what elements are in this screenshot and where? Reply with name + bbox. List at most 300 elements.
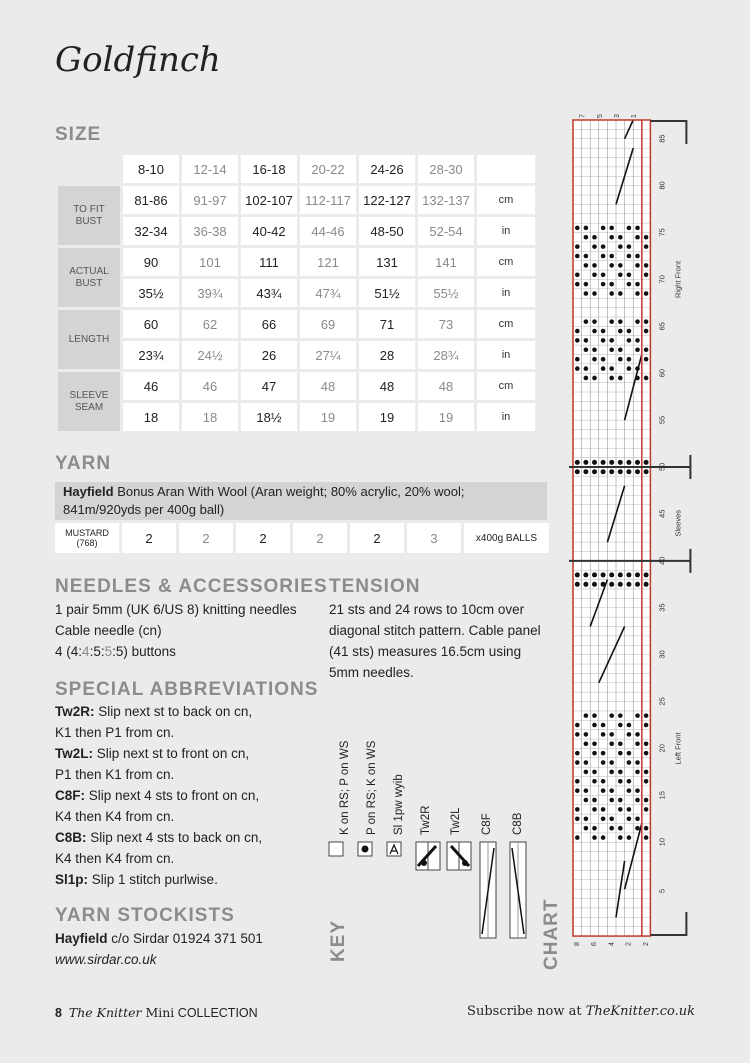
chart-row-number: 5 <box>657 888 667 894</box>
key-label: P on RS; K on WS <box>366 740 378 835</box>
chart-purl-mark <box>618 826 623 831</box>
yarn-colour <box>55 523 119 553</box>
size-cell: 73 <box>418 310 474 338</box>
chart-purl-mark <box>575 329 580 334</box>
abbr-term: Sl1p: <box>55 872 89 887</box>
abbr-def: Slip next 4 sts to front on cn, <box>85 788 260 803</box>
chart-purl-mark <box>609 713 614 718</box>
chart-purl-mark <box>592 572 597 577</box>
chart-purl-mark <box>609 235 614 240</box>
key-symbols <box>325 838 535 978</box>
chart-purl-mark <box>627 282 632 287</box>
chart-purl-mark <box>635 713 640 718</box>
size-cell: 69 <box>300 310 356 338</box>
size-cell: 20-22 <box>300 155 356 183</box>
chart-purl-mark <box>644 751 649 756</box>
page-number: 8 <box>55 1006 62 1020</box>
chart-purl-mark <box>627 751 632 756</box>
chart-row-number: 75 <box>657 228 667 237</box>
chart-purl-mark <box>627 788 632 793</box>
chart-purl-mark <box>584 713 589 718</box>
size-row <box>58 279 535 307</box>
chart-purl-mark <box>575 469 580 474</box>
chart-purl-mark <box>592 460 597 465</box>
chart-purl-mark <box>592 319 597 324</box>
size-row <box>58 341 535 369</box>
chart-purl-mark <box>618 263 623 268</box>
size-row <box>58 155 535 183</box>
chart-purl-mark <box>618 835 623 840</box>
tension-text: 21 sts and 24 rows to 10cm over diagonal stitch pattern. Cable panel (41 sts) measures 16.5cm using 5mm needles. <box>329 602 541 680</box>
chart-purl-mark <box>635 282 640 287</box>
chart-purl-mark <box>627 338 632 343</box>
abbr-def: Slip 1 stitch purlwise. <box>88 872 218 887</box>
chart-purl-mark <box>635 235 640 240</box>
chart-purl-mark <box>618 329 623 334</box>
chart-purl-mark <box>575 226 580 231</box>
needles-text <box>55 599 325 662</box>
size-row <box>58 310 535 338</box>
chart-purl-mark <box>644 741 649 746</box>
chart-purl-mark <box>601 254 606 259</box>
size-cell: 26 <box>241 341 297 369</box>
size-unit: in <box>477 279 535 307</box>
chart-heading: CHART <box>541 898 562 970</box>
chart-purl-mark <box>644 319 649 324</box>
chart-purl-mark <box>618 723 623 728</box>
chart-purl-mark <box>635 826 640 831</box>
chart-purl-mark <box>601 469 606 474</box>
size-cell: 32-34 <box>123 217 179 245</box>
chart-purl-mark <box>618 779 623 784</box>
size-cell: 35½ <box>123 279 179 307</box>
chart-purl-mark <box>635 348 640 353</box>
chart-row-number: 30 <box>657 650 667 659</box>
size-cell: 40-42 <box>241 217 297 245</box>
size-cell: 19 <box>300 403 356 431</box>
chart-purl-mark <box>626 582 631 587</box>
size-cell: 8-10 <box>123 155 179 183</box>
chart-row-number: 15 <box>657 791 667 800</box>
size-cell: 47¾ <box>300 279 356 307</box>
yarn-details: Bonus Aran With Wool (Aran weight; 80% acrylic, 20% wool; 841m/920yds per 400g ball) <box>63 484 465 517</box>
chart-column-number: 8 <box>574 942 581 947</box>
size-unit: in <box>477 341 535 369</box>
chart-purl-mark <box>609 366 614 371</box>
chart-purl-mark <box>644 376 649 381</box>
chart-purl-mark <box>601 329 606 334</box>
tension-heading: TENSION <box>329 576 421 597</box>
subscribe-link[interactable]: TheKnitter.co.uk <box>585 1004 695 1019</box>
size-cell: 131 <box>359 248 415 276</box>
chart-purl-mark <box>575 582 580 587</box>
chart-purl-mark <box>584 226 589 231</box>
chart-purl-mark <box>584 770 589 775</box>
chart-purl-mark <box>601 272 606 277</box>
chart-purl-mark <box>592 291 597 296</box>
buttons-line: 4 (4:4:5:5:5) buttons <box>55 644 176 659</box>
chart-purl-mark <box>635 770 640 775</box>
chart-purl-mark <box>635 319 640 324</box>
chart-purl-mark <box>592 807 597 812</box>
chart-purl-mark <box>644 835 649 840</box>
chart-column-number: 5 <box>596 114 604 118</box>
size-cell: 90 <box>123 248 179 276</box>
chart-purl-mark <box>609 826 614 831</box>
chart-purl-mark <box>601 226 606 231</box>
chart-purl-mark <box>592 244 597 249</box>
yarn-qty: 2 <box>350 523 404 553</box>
abbr-line: K4 then K4 from cn. <box>55 809 175 824</box>
size-heading: SIZE <box>55 124 102 145</box>
chart-purl-mark <box>584 817 589 822</box>
chart-purl-mark <box>592 348 597 353</box>
stockist-website[interactable]: www.sirdar.co.uk <box>55 952 157 967</box>
chart-purl-mark <box>601 835 606 840</box>
chart-purl-mark <box>592 741 597 746</box>
chart-purl-mark <box>609 798 614 803</box>
chart-purl-mark <box>618 291 623 296</box>
chart-purl-mark <box>601 723 606 728</box>
abbr-term: Tw2R: <box>55 704 95 719</box>
chart-purl-mark <box>575 366 580 371</box>
chart-purl-mark <box>618 235 623 240</box>
size-cell: 122-127 <box>359 186 415 214</box>
size-cell: 24-26 <box>359 155 415 183</box>
size-cell: 39¾ <box>182 279 238 307</box>
abbr-line <box>55 701 325 722</box>
chart-purl-mark <box>609 348 614 353</box>
abbreviations-heading: SPECIAL ABBREVIATIONS <box>55 679 319 700</box>
chart-purl-mark <box>644 460 649 465</box>
size-cell: 55½ <box>418 279 474 307</box>
chart-column-number: 3 <box>614 114 621 118</box>
chart-purl-mark <box>627 272 632 277</box>
chart-purl-mark <box>609 817 614 822</box>
chart-purl-mark <box>601 779 606 784</box>
abbr-def: Slip next 4 sts to back on cn, <box>86 830 263 845</box>
chart-purl-mark <box>635 469 640 474</box>
chart-purl-mark <box>601 760 606 765</box>
chart-purl-mark <box>618 741 623 746</box>
chart-purl-mark <box>575 244 580 249</box>
size-cell: 52-54 <box>418 217 474 245</box>
chart-purl-mark <box>584 338 589 343</box>
chart-purl-mark <box>575 723 580 728</box>
footer-left <box>55 1005 258 1020</box>
chart-purl-mark <box>592 263 597 268</box>
chart-purl-mark <box>627 779 632 784</box>
slip-symbol <box>387 842 401 856</box>
size-unit <box>477 155 535 183</box>
chart-purl-mark <box>644 770 649 775</box>
chart-repeat-bracket <box>650 121 686 144</box>
chart-row-number: 70 <box>657 275 667 284</box>
chart-purl-mark <box>575 357 580 362</box>
chart-row-number: 40 <box>657 556 667 565</box>
size-cell: 102-107 <box>241 186 297 214</box>
chart-section-label: Right Front <box>673 260 683 299</box>
chart-purl-mark <box>635 741 640 746</box>
size-cell: 62 <box>182 310 238 338</box>
key-heading: KEY <box>328 919 349 962</box>
buttons-suffix: ) buttons <box>123 644 176 659</box>
size-cell: 19 <box>418 403 474 431</box>
chart-purl-mark <box>575 788 580 793</box>
chart-purl-mark <box>627 723 632 728</box>
chart-section-label: Sleeves <box>673 509 683 537</box>
chart-purl-mark <box>584 788 589 793</box>
chart-purl-mark <box>644 469 649 474</box>
chart-purl-mark <box>627 760 632 765</box>
size-cell: 43¾ <box>241 279 297 307</box>
chart-purl-mark <box>583 460 588 465</box>
magazine-mini: Mini <box>141 1005 175 1020</box>
stockist-contact: c/o Sirdar 01924 371 501 <box>107 931 263 946</box>
knit-symbol <box>329 842 343 856</box>
chart-purl-mark <box>627 732 632 737</box>
yarn-unit: x400g BALLS <box>464 523 549 553</box>
chart-purl-mark <box>584 254 589 259</box>
chart-purl-mark <box>618 376 623 381</box>
chart-row-number: 85 <box>657 134 667 143</box>
abbr-line <box>55 827 325 848</box>
chart-purl-mark <box>601 282 606 287</box>
chart-purl-mark <box>609 282 614 287</box>
chart-purl-mark <box>618 572 623 577</box>
chart-purl-mark <box>635 788 640 793</box>
chart-row-number: 45 <box>657 509 667 518</box>
abbr-def: Slip next st to back on cn, <box>94 704 253 719</box>
knitting-chart <box>565 108 745 978</box>
size-row <box>58 372 535 400</box>
chart-column-number: 1 <box>631 114 639 118</box>
needles-heading: NEEDLES & ACCESSORIES <box>55 576 328 597</box>
size-unit: in <box>477 217 535 245</box>
chart-purl-mark <box>575 817 580 822</box>
chart-purl-mark <box>601 817 606 822</box>
size-cell: 101 <box>182 248 238 276</box>
chart-purl-mark <box>584 732 589 737</box>
chart-purl-mark <box>627 366 632 371</box>
chart-purl-mark <box>644 807 649 812</box>
size-row-label: ACTUAL BUST <box>58 248 120 307</box>
chart-purl-mark <box>635 760 640 765</box>
size-cell: 47 <box>241 372 297 400</box>
chart-purl-mark <box>635 572 640 577</box>
size-row <box>58 403 535 431</box>
abbr-line: K4 then K4 from cn. <box>55 851 175 866</box>
chart-purl-mark <box>601 732 606 737</box>
size-cell: 18 <box>182 403 238 431</box>
chart-purl-mark <box>644 779 649 784</box>
chart-purl-mark <box>627 244 632 249</box>
chart-purl-mark <box>635 732 640 737</box>
chart-purl-mark <box>609 770 614 775</box>
yarn-brand: Hayfield <box>63 484 114 499</box>
size-table <box>55 152 538 434</box>
size-cell: 71 <box>359 310 415 338</box>
chart-row-number: 65 <box>657 322 667 331</box>
chart-purl-mark <box>609 460 614 465</box>
chart-purl-mark <box>575 460 580 465</box>
chart-purl-mark <box>601 338 606 343</box>
size-cell: 48 <box>300 372 356 400</box>
chart-column-number: 2 <box>642 942 650 947</box>
yarn-qty: 2 <box>293 523 347 553</box>
chart-purl-mark <box>592 272 597 277</box>
chart-purl-mark <box>635 460 640 465</box>
chart-purl-mark <box>575 254 580 259</box>
chart-purl-mark <box>618 807 623 812</box>
chart-purl-mark <box>601 244 606 249</box>
needles-line: Cable needle (cn) <box>55 623 162 638</box>
size-row-label: LENGTH <box>58 310 120 369</box>
chart-purl-mark <box>609 741 614 746</box>
chart-purl-mark <box>627 807 632 812</box>
magazine-collection: COLLECTION <box>174 1006 258 1020</box>
size-cell: 51½ <box>359 279 415 307</box>
needles-line: 1 pair 5mm (UK 6/US 8) knitting needles <box>55 602 297 617</box>
chart-column-number: 2 <box>625 942 633 947</box>
size-row <box>58 248 535 276</box>
chart-purl-mark <box>583 582 588 587</box>
size-cell: 19 <box>359 403 415 431</box>
stockists-heading: YARN STOCKISTS <box>55 905 235 926</box>
size-unit: in <box>477 403 535 431</box>
chart-purl-mark <box>575 835 580 840</box>
chart-purl-mark <box>618 348 623 353</box>
chart-purl-mark <box>584 263 589 268</box>
yarn-description <box>55 482 547 520</box>
size-cell: 23¾ <box>123 341 179 369</box>
chart-purl-mark <box>644 244 649 249</box>
size-cell: 60 <box>123 310 179 338</box>
buttons-prefix: 4 ( <box>55 644 71 659</box>
chart-purl-mark <box>609 263 614 268</box>
abbr-term: C8F: <box>55 788 85 803</box>
page-title: Goldfinch <box>55 40 221 80</box>
size-corner <box>58 155 120 183</box>
abbr-def: Slip next st to front on cn, <box>93 746 250 761</box>
chart-purl-mark <box>618 751 623 756</box>
size-cell: 28-30 <box>418 155 474 183</box>
buttons-size: 5 <box>115 644 124 659</box>
size-cell: 46 <box>123 372 179 400</box>
yarn-heading: YARN <box>55 453 112 474</box>
chart-purl-mark <box>609 291 614 296</box>
stockist-brand: Hayfield <box>55 931 108 946</box>
chart-purl-mark <box>618 460 623 465</box>
magazine-name: The Knitter <box>68 1005 142 1020</box>
chart-row-number: 20 <box>657 744 667 753</box>
chart-purl-mark <box>592 751 597 756</box>
chart-purl-mark <box>644 713 649 718</box>
size-row <box>58 186 535 214</box>
c8f-symbol <box>480 842 496 938</box>
yarn-colour-code: (768) <box>76 538 98 548</box>
chart-purl-mark <box>575 751 580 756</box>
chart-row-number: 60 <box>657 368 667 378</box>
chart-purl-mark <box>584 235 589 240</box>
chart-purl-mark <box>644 572 649 577</box>
stockists-text <box>55 928 325 970</box>
size-unit: cm <box>477 248 535 276</box>
key-label: Tw2R <box>420 805 432 835</box>
chart-row-number: 25 <box>657 697 667 706</box>
size-cell: 48-50 <box>359 217 415 245</box>
chart-purl-mark <box>592 376 597 381</box>
chart-purl-mark <box>584 376 589 381</box>
chart-purl-mark <box>584 366 589 371</box>
chart-purl-mark <box>601 751 606 756</box>
chart-purl-mark <box>609 254 614 259</box>
size-cell: 66 <box>241 310 297 338</box>
chart-purl-mark <box>609 319 614 324</box>
chart-purl-mark <box>592 798 597 803</box>
abbr-term: Tw2L: <box>55 746 93 761</box>
size-cell: 111 <box>241 248 297 276</box>
chart-section-label: Left Front <box>673 732 683 765</box>
size-cell: 48 <box>359 372 415 400</box>
size-unit: cm <box>477 186 535 214</box>
purl-symbol <box>358 842 372 856</box>
yarn-qty: 3 <box>407 523 461 553</box>
chart-purl-mark <box>601 807 606 812</box>
chart-purl-mark <box>644 272 649 277</box>
subscribe-text: Subscribe now at <box>467 1004 586 1019</box>
key-label: K on RS; P on WS <box>339 740 351 835</box>
chart-column-number: 4 <box>608 942 616 947</box>
chart-purl-mark <box>609 338 614 343</box>
chart-purl-mark <box>575 807 580 812</box>
size-cell: 24½ <box>182 341 238 369</box>
chart-purl-mark <box>575 779 580 784</box>
chart-purl-mark <box>575 282 580 287</box>
size-unit: cm <box>477 310 535 338</box>
key-label: Tw2L <box>450 807 462 835</box>
size-cell: 18 <box>123 403 179 431</box>
key-label: C8B <box>512 812 524 835</box>
chart-purl-mark <box>592 713 597 718</box>
chart-purl-mark <box>618 319 623 324</box>
chart-purl-mark <box>618 713 623 718</box>
buttons-size: 5 <box>93 644 101 659</box>
size-cell: 141 <box>418 248 474 276</box>
chart-purl-mark <box>584 760 589 765</box>
yarn-quantity-row <box>55 523 549 553</box>
key-label: Sl 1pw wyib <box>393 774 405 835</box>
chart-purl-mark <box>583 469 588 474</box>
size-cell: 81-86 <box>123 186 179 214</box>
chart-purl-mark <box>618 770 623 775</box>
chart-purl-mark <box>575 572 580 577</box>
chart-purl-mark <box>618 244 623 249</box>
chart-purl-mark <box>601 460 606 465</box>
tw2r-symbol <box>416 842 440 870</box>
chart-row-number: 10 <box>657 837 667 847</box>
chart-purl-mark <box>584 291 589 296</box>
chart-purl-mark <box>618 272 623 277</box>
chart-purl-mark <box>644 291 649 296</box>
yarn-colour-name: MUSTARD <box>65 528 109 538</box>
abbr-line <box>55 743 325 764</box>
chart-row-number: 50 <box>657 462 667 472</box>
size-cell: 27¼ <box>300 341 356 369</box>
chart-purl-mark <box>635 254 640 259</box>
chart-purl-mark <box>618 469 623 474</box>
chart-purl-mark <box>601 572 606 577</box>
